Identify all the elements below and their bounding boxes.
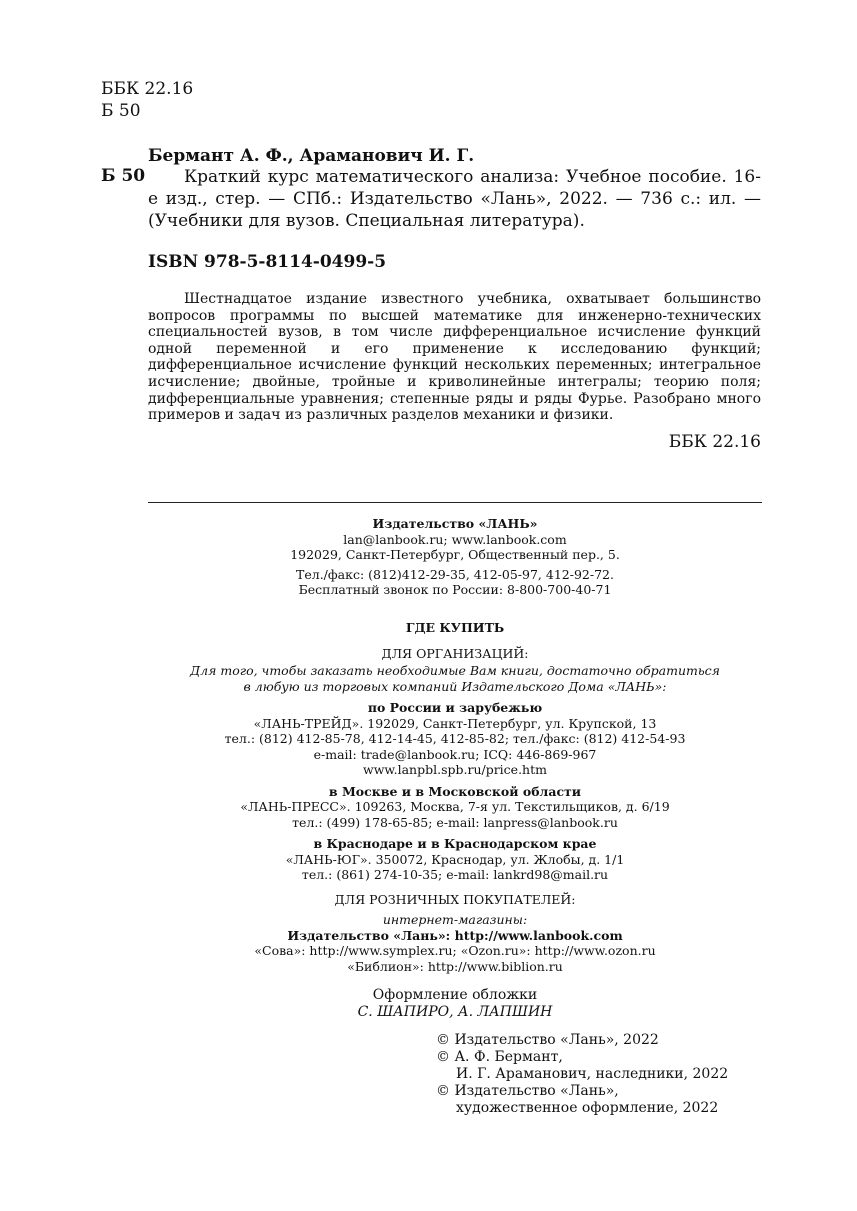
- retail-line-2: «Сова»: http://www.symplex.ru; «Ozon.ru»: http://www.ozon.ru: [254, 943, 656, 958]
- copyright-line: [436, 1049, 728, 1066]
- publisher-free-call: Бесплатный звонок по России: 8-800-700-40-71: [298, 582, 612, 597]
- copyright-icon: ©: [436, 1083, 450, 1099]
- region-line: тел.: (812) 412-85-78, 412-14-45, 412-85-82; тел./факс: (812) 412-54-93: [224, 731, 686, 746]
- publisher-name: Издательство «ЛАНЬ»: [372, 516, 538, 531]
- region-line: «ЛАНЬ-ПРЕСС». 109263, Москва, 7-я ул. Текстильщиков, д. 6/19: [240, 799, 670, 814]
- divider-line: [148, 502, 762, 503]
- bbk-code: ББК 22.16: [101, 79, 194, 99]
- where-to-buy-heading: ГДЕ КУПИТЬ: [405, 620, 505, 635]
- book-authors: Бермант А. Ф., Араманович И. Г.: [148, 146, 475, 166]
- cover-designers: С. ШАПИРО, А. ЛАПШИН: [357, 1004, 553, 1020]
- copyright-line: [436, 1083, 728, 1100]
- bbk-code-right: ББК 22.16: [668, 432, 761, 452]
- retail-main: Издательство «Лань»: http://www.lanbook.com: [287, 927, 623, 943]
- copyright-icon: ©: [436, 1032, 450, 1048]
- region-line: e-mail: trade@lanbook.ru; ICQ: 446-869-967: [313, 746, 597, 762]
- region-line: тел.: (499) 178-65-85; e-mail: lanpress@lanbook.ru: [292, 814, 618, 830]
- retail-heading: ДЛЯ РОЗНИЧНЫХ ПОКУПАТЕЛЕЙ:: [334, 891, 576, 907]
- copyright-text-cont: художественное оформление, 2022: [456, 1100, 719, 1116]
- region-line: «ЛАНЬ-ЮГ». 350072, Краснодар, ул. Жлобы, д. 1/1: [285, 851, 625, 867]
- region-title: в Москве и в Московской области: [328, 783, 582, 799]
- org-heading: ДЛЯ ОРГАНИЗАЦИЙ:: [381, 645, 529, 661]
- author-mark-code: Б 50: [101, 101, 141, 121]
- copyright-icon: ©: [436, 1049, 450, 1065]
- where-to-buy: [148, 620, 762, 974]
- book-description: Краткий курс математического анализа: Учебное пособие. 16-е изд., стер. — СПб.: Издательство «Лань», 2022. — 736 с.: ил. — (Учебники для вузов. Специальная литература).: [148, 167, 761, 231]
- isbn: ISBN 978-5-8114-0499-5: [148, 252, 387, 272]
- publisher-phones: Тел./факс: (812)412-29-35, 412-05-97, 412-92-72.: [296, 566, 614, 582]
- retail-line-3: «Библион»: http://www.biblion.ru: [347, 958, 563, 974]
- region-moscow: [148, 784, 762, 831]
- copyright-text: Издательство «Лань»,: [454, 1083, 619, 1099]
- region-line: www.lanpbl.spb.ru/price.htm: [363, 762, 547, 777]
- retail-sub: интернет-магазины:: [382, 912, 528, 927]
- cover-credit: [148, 987, 762, 1021]
- org-note-line-1: Для того, чтобы заказать необходимые Вам книги, достаточно обратиться: [190, 663, 720, 678]
- copyright-text: Издательство «Лань», 2022: [454, 1032, 659, 1048]
- region-russia: [148, 700, 762, 778]
- region-line: тел.: (861) 274-10-35; e-mail: lankrd98@mail.ru: [301, 867, 609, 882]
- author-mark-side: Б 50: [101, 166, 146, 186]
- cover-label: Оформление обложки: [372, 987, 538, 1003]
- annotation: Шестнадцатое издание известного учебника, охватывает большинство вопросов программы по высшей математике для инженерно-технических специальностей вузов, в том числе дифференциальное исчисление функций одной переменной и его применение к исследованию функций; дифференциальное исчисление функций нескольких переменных; интегральное исчисление; двойные, тройные и криволинейные интегралы; теорию поля; дифференциальные уравнения; степенные ряды и ряды Фурье. Разобрано много примеров и задач из различных разделов механики и физики.: [148, 291, 761, 424]
- region-title: по России и зарубежью: [367, 700, 543, 715]
- copyright-text: А. Ф. Бермант,: [454, 1049, 563, 1065]
- org-note-line-2: в любую из торговых компаний Издательского Дома «ЛАНЬ»:: [243, 678, 667, 694]
- region-title: в Краснодаре и в Краснодарском крае: [313, 836, 597, 851]
- copyright-text-cont: И. Г. Араманович, наследники, 2022: [456, 1066, 729, 1082]
- publisher-info: [148, 516, 762, 598]
- copyright-block: [436, 1032, 728, 1117]
- publisher-address: 192029, Санкт-Петербург, Общественный пер., 5.: [290, 547, 620, 562]
- region-krasnodar: [148, 836, 762, 883]
- region-line: «ЛАНЬ-ТРЕЙД». 192029, Санкт-Петербург, ул. Крупской, 13: [253, 715, 657, 731]
- publisher-web: lan@lanbook.ru; www.lanbook.com: [343, 531, 567, 547]
- copyright-line: [436, 1032, 728, 1049]
- bbk-header: [101, 78, 193, 122]
